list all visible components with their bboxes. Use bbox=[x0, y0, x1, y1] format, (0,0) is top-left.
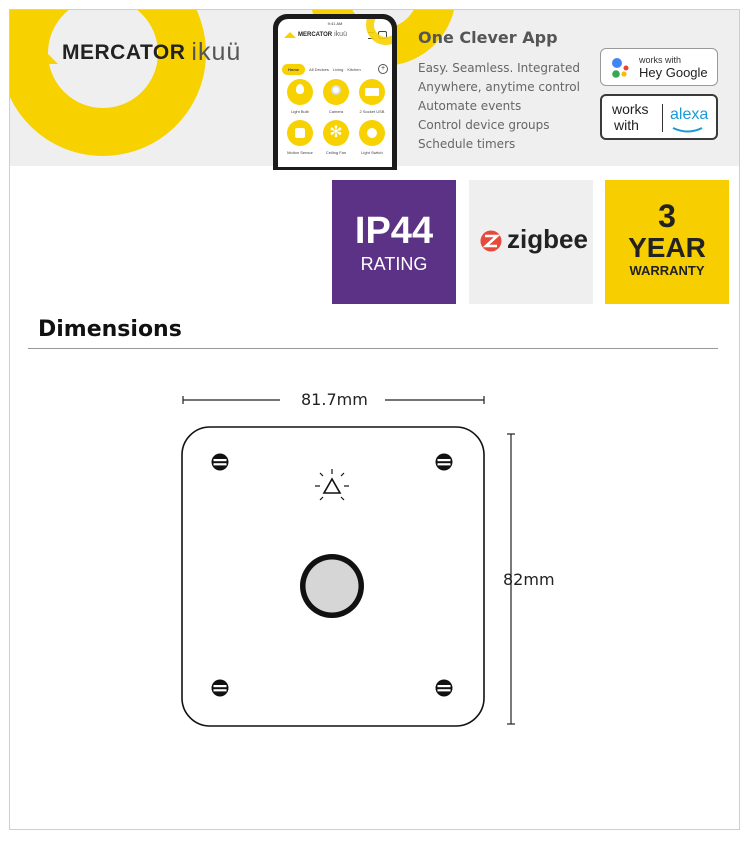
alexa-smile-icon bbox=[672, 126, 704, 134]
ip44-tile bbox=[332, 180, 456, 304]
warranty-year: YEAR bbox=[628, 232, 706, 263]
app-header bbox=[284, 31, 347, 38]
feature-line: Easy. Seamless. Integrated bbox=[418, 61, 580, 75]
socket-icon bbox=[359, 79, 385, 105]
app-title: One Clever App bbox=[418, 28, 558, 47]
zigbee-label: zigbee bbox=[507, 224, 588, 254]
device-outline-drawing bbox=[178, 424, 488, 728]
warranty-number: 3 bbox=[658, 198, 676, 234]
app-add-button[interactable]: + bbox=[378, 64, 388, 74]
app-tab-living[interactable]: Living bbox=[332, 66, 344, 72]
feature-line: Anywhere, anytime control bbox=[418, 80, 580, 94]
ip44-rating: RATING bbox=[360, 254, 428, 274]
height-label: 82mm bbox=[503, 570, 555, 589]
logo-triangle-icon bbox=[14, 42, 58, 64]
motion-sensor-icon bbox=[287, 120, 313, 146]
device-socket[interactable]: 2 Socket USB bbox=[354, 79, 390, 114]
alexa-wordmark: alexa bbox=[670, 106, 709, 123]
app-logo-product: ikuü bbox=[334, 31, 347, 38]
app-logo-brand: MERCATOR bbox=[298, 31, 333, 38]
feature-line: Control device groups bbox=[418, 118, 550, 132]
logo-brand: MERCATOR bbox=[62, 40, 186, 64]
app-tab-home[interactable]: Home bbox=[282, 64, 305, 75]
app-feature-block bbox=[418, 28, 580, 154]
light-bulb-icon bbox=[287, 79, 313, 105]
screw-icon bbox=[436, 454, 453, 471]
screw-icon bbox=[436, 680, 453, 697]
google-assistant-icon bbox=[611, 57, 631, 79]
screw-icon bbox=[212, 454, 229, 471]
screw-icon bbox=[212, 680, 229, 697]
warranty-tile bbox=[605, 180, 729, 304]
google-works-with: works with bbox=[639, 55, 682, 65]
warranty-word: WARRANTY bbox=[629, 263, 705, 278]
google-hey-google: Hey Google bbox=[639, 65, 708, 80]
feature-line: Schedule timers bbox=[418, 137, 516, 151]
phone-mockup bbox=[273, 14, 397, 170]
section-divider bbox=[28, 348, 718, 349]
alexa-works: works bbox=[612, 101, 649, 117]
mercator-logo bbox=[14, 38, 241, 67]
yellow-ring-decoration bbox=[10, 10, 206, 156]
alexa-divider bbox=[662, 104, 663, 132]
app-logo-triangle-icon bbox=[284, 32, 296, 38]
hey-google-badge bbox=[600, 48, 718, 86]
status-bar-time: 9:41 AM bbox=[327, 21, 343, 26]
device-ceiling-fan[interactable]: ✻ Ceiling Fan bbox=[318, 120, 354, 155]
device-camera[interactable]: Camera bbox=[318, 79, 354, 114]
app-yellow-corner bbox=[366, 19, 392, 45]
feature-line: Automate events bbox=[418, 99, 522, 113]
device-motion-sensor[interactable]: Motion Sensor bbox=[282, 120, 318, 155]
app-tab-all-devices[interactable]: All Devices bbox=[309, 66, 329, 72]
ip44-label: IP44 bbox=[354, 210, 434, 252]
light-switch-icon bbox=[359, 120, 385, 146]
logo-product: ikuü bbox=[191, 38, 242, 66]
width-label: 81.7mm bbox=[301, 390, 368, 409]
push-button-icon bbox=[300, 554, 364, 618]
device-light-bulb[interactable]: Light Bulb bbox=[282, 79, 318, 114]
app-tab-kitchen[interactable]: Kitchen bbox=[347, 66, 361, 72]
dimensions-heading: Dimensions bbox=[38, 317, 182, 342]
ceiling-fan-icon: ✻ bbox=[323, 120, 349, 146]
app-device-grid bbox=[282, 79, 390, 155]
camera-icon bbox=[323, 79, 349, 105]
phone-screen bbox=[278, 19, 392, 167]
device-light-switch[interactable]: Light Switch bbox=[354, 120, 390, 155]
zigbee-tile bbox=[469, 180, 593, 304]
app-tab-bar bbox=[282, 63, 388, 75]
alexa-with: with bbox=[614, 117, 639, 133]
zigbee-logo-icon bbox=[480, 230, 502, 252]
works-with-alexa-badge bbox=[600, 94, 718, 140]
